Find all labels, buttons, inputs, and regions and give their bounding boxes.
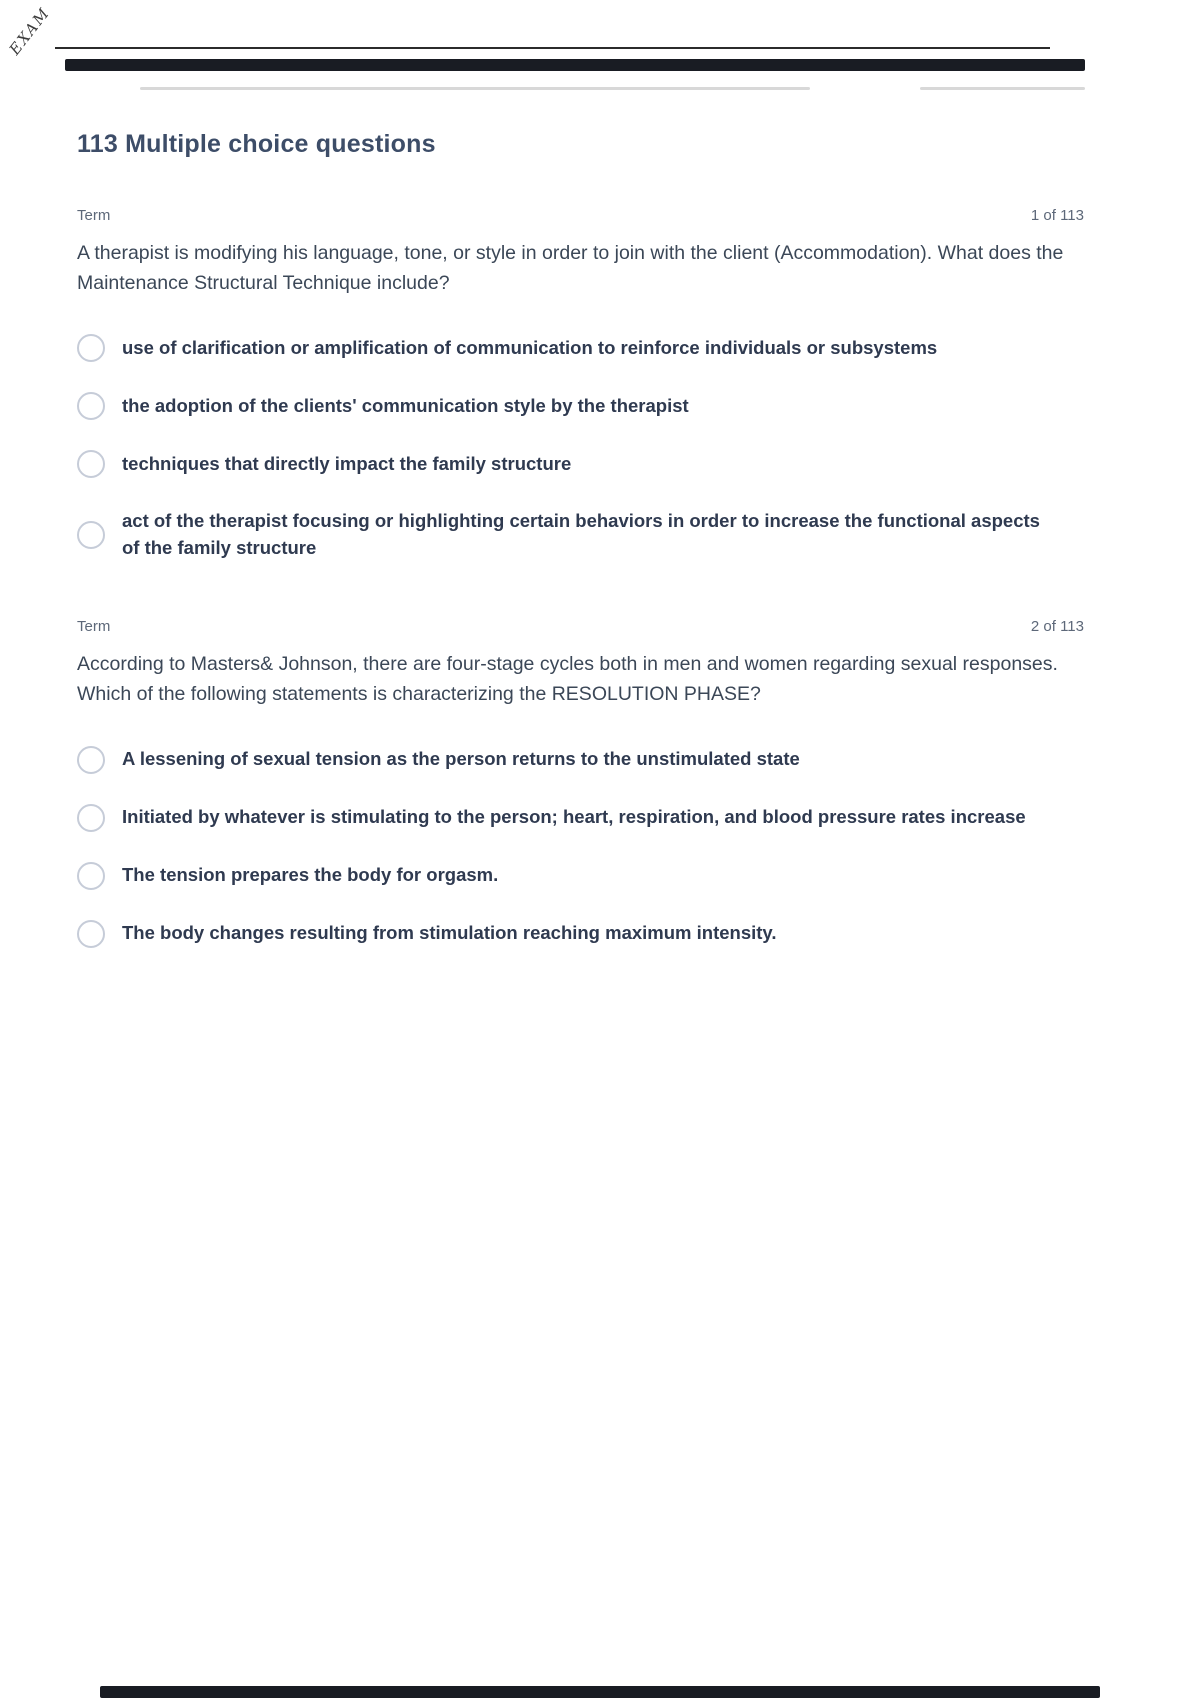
question-header [77,618,1084,635]
question-prompt: According to Masters& Johnson, there are four-stage cycles both in men and women regarding sexual responses. Which of the following statements is characterizing the RESOLUTION PHASE? [77,653,1058,706]
radio-icon[interactable] [77,392,105,420]
answer-option[interactable] [77,862,1084,890]
question-block [77,207,1084,562]
quiz-content [77,130,1084,1004]
term-label: Term [77,207,111,224]
question-counter: 2 of 113 [1030,618,1084,636]
question-prompt: A therapist is modifying his language, tone, or style in order to join with the client (Accommodation). What does the Maintenance Structural Technique include? [77,242,1064,295]
options-list [77,746,1084,948]
question-counter: 1 of 113 [1030,207,1084,224]
header-dark-bar [65,59,1085,71]
answer-option[interactable] [77,746,1084,774]
radio-icon[interactable] [77,521,105,549]
header-placeholder-line-right [920,87,1085,90]
answer-option[interactable] [77,392,1084,420]
option-label: act of the therapist focusing or highlighting certain behaviors in order to increase the functional aspects of the family structure [122,510,1040,559]
answer-option[interactable] [77,804,1084,832]
radio-icon[interactable] [77,746,105,774]
option-label: the adoption of the clients' communication style by the therapist [122,395,689,417]
header-placeholder-line-left [140,87,810,90]
bottom-dark-bar [100,1686,1100,1698]
radio-icon[interactable] [77,920,105,948]
option-label: The body changes resulting from stimulation reaching maximum intensity. [122,922,777,944]
option-label: use of clarification or amplification of communication to reinforce individuals or subsystems [122,337,938,359]
question-header [77,207,1084,224]
answer-option[interactable] [77,508,1084,562]
exam-watermark: EXAM [5,3,54,59]
radio-icon[interactable] [77,334,105,362]
answer-option[interactable] [77,450,1084,478]
page-title: 113 Multiple choice questions [77,130,436,158]
answer-option[interactable] [77,334,1084,362]
radio-icon[interactable] [77,862,105,890]
answer-option[interactable] [77,920,1084,948]
options-list [77,334,1084,562]
radio-icon[interactable] [77,804,105,832]
question-block [77,618,1084,947]
option-label: techniques that directly impact the family structure [122,453,572,475]
option-label: The tension prepares the body for orgasm. [122,864,499,886]
option-label: Initiated by whatever is stimulating to the person; heart, respiration, and blood pressure rates increase [122,806,1026,828]
radio-icon[interactable] [77,450,105,478]
option-label: A lessening of sexual tension as the person returns to the unstimulated state [122,748,800,770]
term-label: Term [77,618,111,636]
top-rule-line [55,47,1050,49]
